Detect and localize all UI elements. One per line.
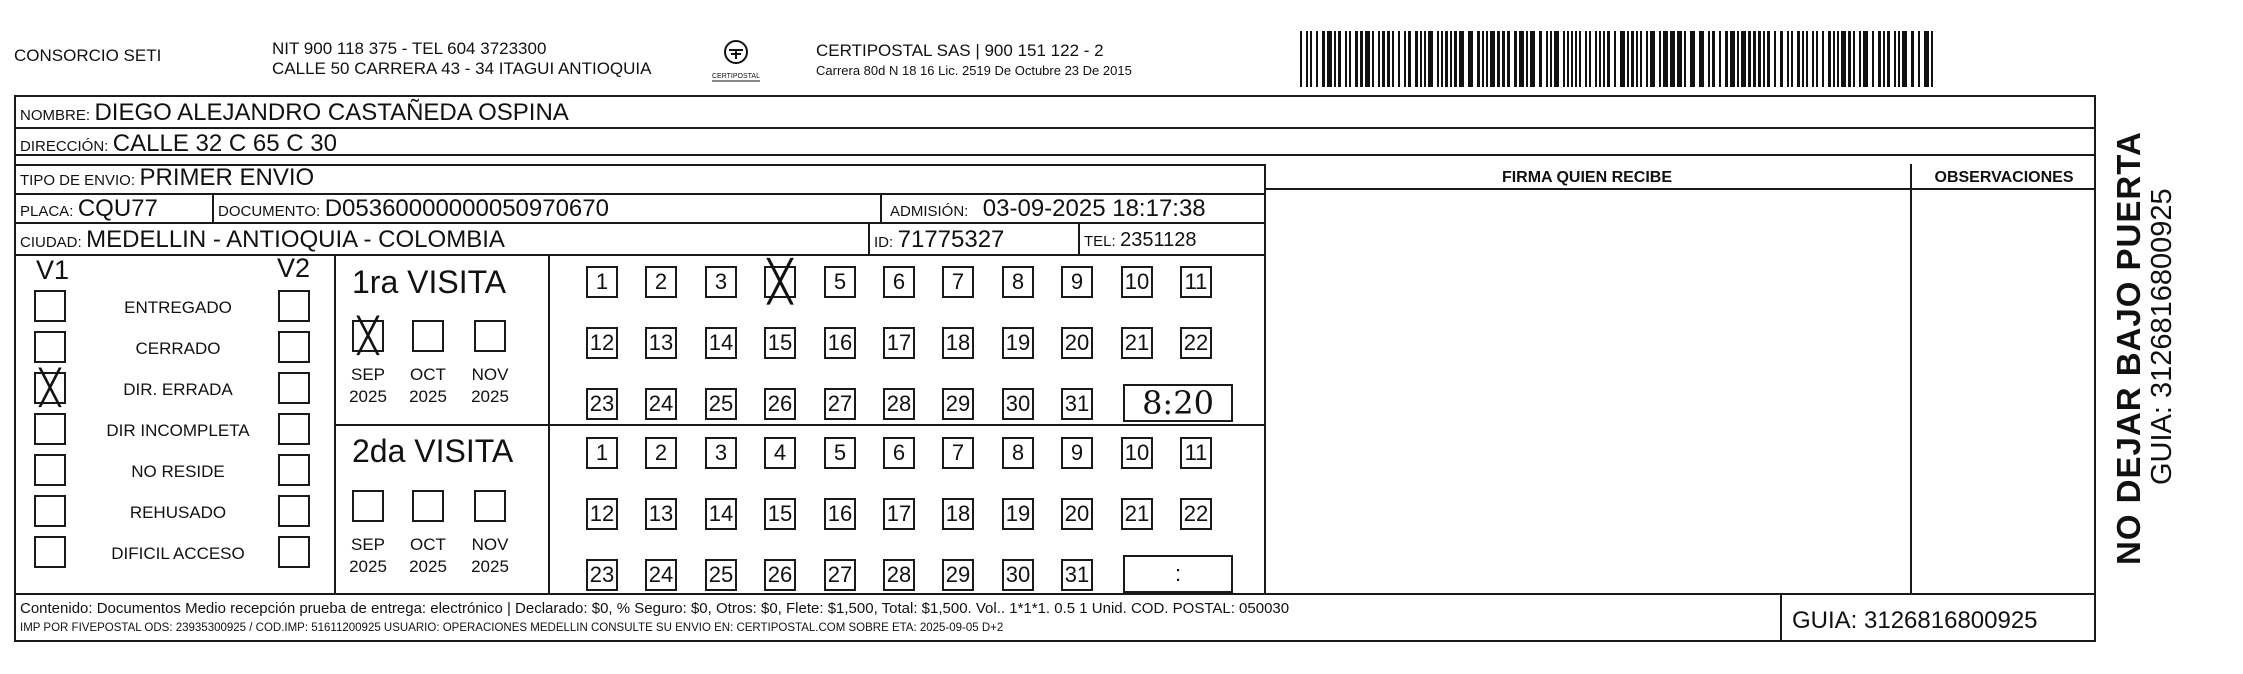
firma-label: FIRMA QUIEN RECIBE [1501, 169, 1673, 186]
day-box[interactable] [942, 266, 974, 298]
reason-label: NO RESIDE [131, 462, 225, 481]
day-number: 7 [951, 440, 965, 465]
day-number: 20 [1064, 501, 1090, 526]
day-number: 20 [1064, 330, 1090, 355]
v1-checkbox[interactable] [34, 495, 66, 527]
day-number: 23 [589, 562, 615, 587]
reason-label: ENTREGADO [124, 298, 232, 317]
nombre-label: NOMBRE: [20, 107, 91, 124]
month-name: NOV [471, 535, 509, 554]
day-number: 15 [767, 330, 793, 355]
admision-label: ADMISIÓN: [890, 203, 969, 220]
v2-checkbox[interactable] [278, 290, 310, 322]
day-box[interactable] [705, 266, 737, 298]
day-box[interactable] [883, 559, 915, 591]
day-number: 17 [886, 501, 912, 526]
month-checkbox[interactable] [474, 490, 506, 522]
day-box[interactable] [1180, 266, 1212, 298]
day-box[interactable] [645, 437, 677, 469]
day-box[interactable] [586, 559, 618, 591]
day-number: 1 [595, 440, 609, 465]
month-year: 2025 [349, 387, 387, 406]
day-number: 24 [648, 391, 674, 416]
day-box[interactable] [824, 266, 856, 298]
visit1-title: 1ra VISITA [352, 264, 507, 300]
day-number: 13 [648, 330, 674, 355]
day-number: 28 [886, 391, 912, 416]
reason-label: DIR INCOMPLETA [106, 421, 250, 440]
day-number: 25 [708, 562, 734, 587]
signature-area[interactable] [1266, 190, 1910, 592]
v1-checkbox[interactable] [34, 368, 66, 408]
side-guia: GUIA: 3126816800925 [2146, 188, 2178, 485]
day-number: 16 [827, 330, 853, 355]
day-number: 7 [951, 269, 965, 294]
day-box[interactable] [1180, 437, 1212, 469]
month-name: NOV [471, 365, 509, 384]
day-box[interactable] [824, 388, 856, 420]
v1-checkbox[interactable] [34, 413, 66, 445]
day-number: 1 [595, 269, 609, 294]
day-box[interactable] [764, 498, 796, 530]
v2-checkbox[interactable] [278, 372, 310, 404]
certipostal-sub: Carrera 80d N 18 16 Lic. 2519 De Octubre 23 De 2015 [816, 63, 1132, 78]
day-number: 18 [945, 330, 971, 355]
month-year: 2025 [409, 557, 447, 576]
day-box[interactable] [1002, 559, 1034, 591]
day-box[interactable] [764, 259, 796, 305]
admision-value: 03-09-2025 18:17:38 [982, 195, 1206, 222]
month-year: 2025 [409, 387, 447, 406]
day-number: 21 [1124, 501, 1150, 526]
day-number: 3 [714, 440, 728, 465]
day-number: 23 [589, 391, 615, 416]
day-number: 5 [833, 440, 847, 465]
day-number: 26 [767, 562, 793, 587]
tipo-label: TIPO DE ENVIO: [20, 172, 136, 189]
month-name: OCT [410, 535, 446, 554]
day-box[interactable] [883, 327, 915, 359]
day-box[interactable] [1002, 327, 1034, 359]
day-box[interactable] [1121, 266, 1153, 298]
day-number: 26 [767, 391, 793, 416]
day-box[interactable] [883, 266, 915, 298]
day-number: 15 [767, 501, 793, 526]
v1-checkbox[interactable] [34, 454, 66, 486]
observaciones-label: OBSERVACIONES [1934, 169, 2074, 186]
day-number: 10 [1124, 269, 1150, 294]
day-number: 2 [654, 269, 668, 294]
v2-header: V2 [277, 253, 311, 283]
day-number: 29 [945, 391, 971, 416]
day-number: 27 [827, 562, 853, 587]
day-number: 22 [1183, 501, 1209, 526]
tipo-row [20, 164, 314, 190]
day-box[interactable] [824, 559, 856, 591]
day-number: 30 [1005, 562, 1031, 587]
direccion-label: DIRECCIÓN: [20, 138, 109, 155]
day-box[interactable] [942, 327, 974, 359]
day-box[interactable] [883, 498, 915, 530]
v1-checkbox[interactable] [34, 331, 66, 363]
day-number: 12 [589, 501, 615, 526]
day-number: 13 [648, 501, 674, 526]
certipostal-logo [706, 38, 766, 84]
day-box[interactable] [645, 388, 677, 420]
direccion-row [20, 132, 337, 156]
day-box[interactable] [942, 437, 974, 469]
month-name: SEP [350, 535, 386, 554]
day-number: 19 [1005, 501, 1031, 526]
day-number: 31 [1064, 391, 1090, 416]
day-number: 31 [1064, 562, 1090, 587]
day-box[interactable] [764, 559, 796, 591]
day-box[interactable] [1002, 498, 1034, 530]
direccion-value: CALLE 32 C 65 C 30 [112, 130, 337, 157]
id-value: 71775327 [897, 226, 1005, 253]
id-cell [874, 228, 1004, 252]
day-box[interactable] [1061, 437, 1093, 469]
day-box[interactable] [824, 327, 856, 359]
day-number: 12 [589, 330, 615, 355]
certipostal-line: CERTIPOSTAL SAS | 900 151 122 - 2 [816, 41, 1104, 60]
footer-line2: IMP POR FIVEPOSTAL ODS: 23935300925 / COD.IMP: 51611200925 USUARIO: OPERACIONES MEDELLIN CONSULTE SU ENVIO EN: CERTIPOSTAL.COM SOBRE ETA: 2025-09-05 D+2 [20, 622, 1004, 634]
day-box[interactable] [645, 327, 677, 359]
v2-checkbox[interactable] [278, 495, 310, 527]
month-name: OCT [410, 365, 446, 384]
side-warning: NO DEJAR BAJO PUERTA [2110, 131, 2147, 565]
day-box[interactable] [942, 498, 974, 530]
day-box[interactable] [824, 498, 856, 530]
check-mark-icon: ╳ [39, 368, 61, 408]
month-checkbox[interactable] [474, 320, 506, 352]
ciudad-value: MEDELLIN - ANTIOQUIA - COLOMBIA [86, 226, 505, 253]
day-number: 14 [708, 501, 734, 526]
documento-value: D05360000000050970670 [324, 195, 609, 222]
day-box[interactable] [705, 559, 737, 591]
day-number: 18 [945, 501, 971, 526]
day-box[interactable] [764, 437, 796, 469]
day-number: 5 [833, 269, 847, 294]
day-number: 8 [1011, 269, 1025, 294]
v1-checkbox[interactable] [34, 290, 66, 322]
documento-cell [218, 197, 609, 221]
month-name: SEP [350, 365, 386, 384]
v2-checkbox[interactable] [278, 413, 310, 445]
day-box[interactable] [705, 388, 737, 420]
month-year: 2025 [471, 557, 509, 576]
check-mark-icon: ╳ [357, 316, 379, 356]
documento-label: DOCUMENTO: [218, 203, 321, 220]
day-box[interactable] [586, 327, 618, 359]
reason-label: REHUSADO [129, 503, 227, 522]
nit-line: NIT 900 118 375 - TEL 604 3723300 [272, 39, 547, 58]
day-number: 25 [708, 391, 734, 416]
reason-label: CERRADO [135, 339, 221, 358]
day-box[interactable] [942, 559, 974, 591]
day-box[interactable] [1061, 498, 1093, 530]
company-name: CONSORCIO SETI [14, 46, 162, 65]
admision-cell [890, 197, 1206, 221]
day-number: 16 [827, 501, 853, 526]
time-field[interactable]: 8:20 [1123, 384, 1233, 422]
v1-header: V1 [36, 255, 70, 285]
check-mark-icon: ╳ [767, 259, 793, 305]
day-number: 29 [945, 562, 971, 587]
day-box[interactable] [764, 388, 796, 420]
day-number: 24 [648, 562, 674, 587]
placa-cell [20, 197, 158, 221]
day-number: 19 [1005, 330, 1031, 355]
reason-label: DIR. ERRADA [123, 380, 233, 399]
tel-label: TEL: [1084, 233, 1116, 250]
v2-checkbox[interactable] [278, 454, 310, 486]
month-year: 2025 [349, 557, 387, 576]
day-box[interactable] [1121, 437, 1153, 469]
day-box[interactable] [586, 266, 618, 298]
reason-label: DIFICIL ACCESO [111, 544, 245, 563]
day-box[interactable] [586, 388, 618, 420]
tipo-value: PRIMER ENVIO [139, 164, 315, 191]
footer-guia: GUIA: 3126816800925 [1792, 607, 2038, 634]
day-box[interactable] [1002, 266, 1034, 298]
day-number: 2 [654, 440, 668, 465]
day-number: 30 [1005, 391, 1031, 416]
month-checkbox[interactable] [352, 490, 384, 522]
day-box[interactable] [1121, 498, 1153, 530]
month-checkbox[interactable] [352, 316, 384, 356]
day-number: 3 [714, 269, 728, 294]
observaciones-area[interactable] [1912, 190, 2094, 592]
day-number: 10 [1124, 440, 1150, 465]
day-box[interactable] [1002, 437, 1034, 469]
visit2-title: 2da VISITA [352, 433, 514, 469]
day-number: 8 [1011, 440, 1025, 465]
day-box[interactable] [586, 437, 618, 469]
placa-value: CQU77 [77, 195, 158, 222]
day-box[interactable] [645, 559, 677, 591]
v2-checkbox[interactable] [278, 331, 310, 363]
day-box[interactable] [645, 498, 677, 530]
month-checkbox[interactable] [412, 490, 444, 522]
day-box[interactable] [1002, 388, 1034, 420]
nombre-value: DIEGO ALEJANDRO CASTAÑEDA OSPINA [94, 99, 569, 126]
day-number: 6 [892, 269, 906, 294]
day-box[interactable] [883, 388, 915, 420]
id-label: ID: [874, 234, 894, 251]
side-text [2102, 95, 2202, 593]
day-number: 6 [892, 440, 906, 465]
day-box[interactable] [1121, 327, 1153, 359]
day-number: 14 [708, 330, 734, 355]
day-box[interactable] [764, 327, 796, 359]
day-box[interactable] [1180, 327, 1212, 359]
tel-value: 2351128 [1120, 229, 1197, 251]
day-box[interactable] [1061, 559, 1093, 591]
day-box[interactable] [705, 437, 737, 469]
day-number: 4 [773, 440, 787, 465]
month-checkbox[interactable] [412, 320, 444, 352]
day-box[interactable] [883, 437, 915, 469]
day-number: 17 [886, 330, 912, 355]
day-number: 28 [886, 562, 912, 587]
nombre-row [20, 101, 569, 125]
day-box[interactable] [1061, 266, 1093, 298]
day-box[interactable] [824, 437, 856, 469]
placa-label: PLACA: [20, 203, 74, 220]
time-field[interactable]: : [1123, 555, 1233, 593]
barcode [1300, 31, 1940, 87]
ciudad-cell [20, 228, 505, 252]
day-box[interactable] [942, 388, 974, 420]
day-box[interactable] [1061, 388, 1093, 420]
footer-line1: Contenido: Documentos Medio recepción prueba de entrega: electrónico | Declarado: $0, % Seguro: $0, Otros: $0, Flete: $1,500, Total: $1,500. Vol.. 1*1*1. 0.5 1 Unid. COD. POSTAL: 050030 [20, 600, 1290, 617]
v2-checkbox[interactable] [278, 536, 310, 568]
day-number: 11 [1184, 269, 1208, 294]
v1-checkbox[interactable] [34, 536, 66, 568]
day-box[interactable] [1061, 327, 1093, 359]
day-number: 21 [1124, 330, 1150, 355]
day-number: 9 [1070, 440, 1084, 465]
day-box[interactable] [645, 266, 677, 298]
day-number: 22 [1183, 330, 1209, 355]
day-box[interactable] [1180, 498, 1212, 530]
day-number: 27 [827, 391, 853, 416]
address-line: CALLE 50 CARRERA 43 - 34 ITAGUI ANTIOQUIA [272, 59, 652, 78]
month-year: 2025 [471, 387, 509, 406]
day-number: 11 [1184, 440, 1208, 465]
day-box[interactable] [586, 498, 618, 530]
day-box[interactable] [705, 327, 737, 359]
logo-caption: CERTIPOSTAL [712, 73, 760, 80]
ciudad-label: CIUDAD: [20, 234, 82, 251]
tel-cell [1084, 230, 1197, 250]
day-box[interactable] [705, 498, 737, 530]
day-number: 9 [1070, 269, 1084, 294]
